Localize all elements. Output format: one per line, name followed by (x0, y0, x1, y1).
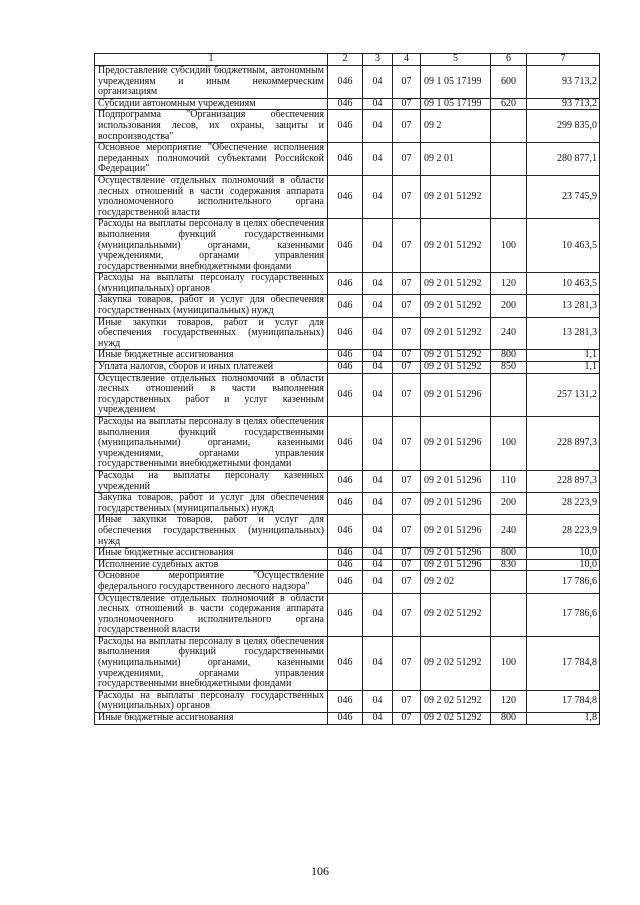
amount-cell: 28 223,9 (527, 493, 600, 515)
subsection-code-cell: 07 (393, 559, 421, 571)
admin-code-cell: 046 (328, 470, 363, 492)
section-code-cell: 04 (363, 317, 393, 350)
target-article-cell: 09 2 02 51292 (421, 593, 491, 636)
target-article-cell: 09 2 01 51292 (421, 350, 491, 362)
table-row (95, 713, 600, 725)
expense-type-cell: 240 (491, 317, 527, 350)
subsection-code-cell: 07 (393, 273, 421, 295)
table-row (95, 515, 600, 548)
expense-type-cell: 600 (491, 66, 527, 99)
subsection-code-cell: 07 (393, 470, 421, 492)
row-name-cell: Основное мероприятие "Обеспечение исполнения переданных полномочий субъектами Российской Федерации" (95, 143, 328, 176)
admin-code-cell: 046 (328, 66, 363, 99)
admin-code-cell: 046 (328, 295, 363, 317)
admin-code-cell: 046 (328, 636, 363, 690)
row-name-cell: Расходы на выплаты персоналу государственных (муниципальных) органов (95, 273, 328, 295)
expense-type-cell (491, 143, 527, 176)
table-row (95, 362, 600, 374)
expense-type-cell: 850 (491, 362, 527, 374)
subsection-code-cell: 07 (393, 593, 421, 636)
admin-code-cell: 046 (328, 350, 363, 362)
section-code-cell: 04 (363, 470, 393, 492)
section-code-cell: 04 (363, 362, 393, 374)
table-row (95, 559, 600, 571)
expense-type-cell (491, 593, 527, 636)
row-name-cell: Иные бюджетные ассигнования (95, 713, 328, 725)
admin-code-cell: 046 (328, 317, 363, 350)
target-article-cell: 09 2 01 51296 (421, 548, 491, 560)
admin-code-cell: 046 (328, 273, 363, 295)
subsection-code-cell: 07 (393, 66, 421, 99)
admin-code-cell: 046 (328, 493, 363, 515)
section-code-cell: 04 (363, 175, 393, 218)
target-article-cell: 09 2 02 (421, 571, 491, 593)
table-row (95, 317, 600, 350)
section-code-cell: 04 (363, 593, 393, 636)
admin-code-cell: 046 (328, 98, 363, 110)
target-article-cell: 09 2 01 51296 (421, 470, 491, 492)
amount-cell: 1,8 (527, 713, 600, 725)
section-code-cell: 04 (363, 515, 393, 548)
expense-type-cell (491, 110, 527, 143)
section-code-cell: 04 (363, 66, 393, 99)
subsection-code-cell: 07 (393, 373, 421, 416)
expense-type-cell (491, 175, 527, 218)
row-name-cell: Предоставление субсидий бюджетным, автономным учреждениям и иным некоммерческим организациям (95, 66, 328, 99)
amount-cell: 13 281,3 (527, 295, 600, 317)
table-row (95, 593, 600, 636)
table-row (95, 98, 600, 110)
target-article-cell: 09 2 (421, 110, 491, 143)
section-code-cell: 04 (363, 636, 393, 690)
expense-type-cell: 830 (491, 559, 527, 571)
amount-cell: 13 281,3 (527, 317, 600, 350)
table-row (95, 273, 600, 295)
target-article-cell: 09 2 01 51292 (421, 317, 491, 350)
subsection-code-cell: 07 (393, 690, 421, 712)
target-article-cell: 09 1 05 17199 (421, 98, 491, 110)
target-article-cell: 09 2 02 51292 (421, 690, 491, 712)
target-article-cell: 09 2 01 51292 (421, 273, 491, 295)
admin-code-cell: 046 (328, 143, 363, 176)
amount-cell: 1,1 (527, 362, 600, 374)
row-name-cell: Уплата налогов, сборов и иных платежей (95, 362, 328, 374)
amount-cell: 1,1 (527, 350, 600, 362)
subsection-code-cell: 07 (393, 295, 421, 317)
expense-type-cell: 240 (491, 515, 527, 548)
row-name-cell: Иные бюджетные ассигнования (95, 548, 328, 560)
amount-cell: 17 786,6 (527, 571, 600, 593)
section-code-cell: 04 (363, 559, 393, 571)
row-name-cell: Иные закупки товаров, работ и услуг для обеспечения государственных (муниципальных) нужд (95, 515, 328, 548)
target-article-cell: 09 2 01 51292 (421, 362, 491, 374)
subsection-code-cell: 07 (393, 143, 421, 176)
subsection-code-cell: 07 (393, 110, 421, 143)
table-row (95, 219, 600, 273)
section-code-cell: 04 (363, 98, 393, 110)
target-article-cell: 09 2 01 51296 (421, 373, 491, 416)
table-row (95, 470, 600, 492)
amount-cell: 299 835,0 (527, 110, 600, 143)
target-article-cell: 09 2 02 51292 (421, 713, 491, 725)
page-number: 106 (311, 864, 329, 878)
row-name-cell: Осуществление отдельных полномочий в области лесных отношений в части содержания аппарата уполномоченного исполнительного органа государственной власти (95, 593, 328, 636)
admin-code-cell: 046 (328, 110, 363, 143)
header-cell: 6 (491, 54, 527, 66)
section-code-cell: 04 (363, 350, 393, 362)
admin-code-cell: 046 (328, 548, 363, 560)
table-row (95, 417, 600, 471)
target-article-cell: 09 2 01 (421, 143, 491, 176)
row-name-cell: Закупка товаров, работ и услуг для обеспечения государственных (муниципальных) нужд (95, 295, 328, 317)
subsection-code-cell: 07 (393, 515, 421, 548)
expense-type-cell: 100 (491, 417, 527, 471)
table-row (95, 66, 600, 99)
target-article-cell: 09 2 01 51296 (421, 559, 491, 571)
table-row (95, 110, 600, 143)
amount-cell: 257 131,2 (527, 373, 600, 416)
table-row (95, 350, 600, 362)
table-row (95, 690, 600, 712)
header-cell: 1 (95, 54, 328, 66)
target-article-cell: 09 2 01 51296 (421, 493, 491, 515)
section-code-cell: 04 (363, 273, 393, 295)
expense-type-cell: 800 (491, 548, 527, 560)
header-cell: 4 (393, 54, 421, 66)
section-code-cell: 04 (363, 571, 393, 593)
table-row (95, 493, 600, 515)
subsection-code-cell: 07 (393, 219, 421, 273)
admin-code-cell: 046 (328, 373, 363, 416)
expense-type-cell: 200 (491, 493, 527, 515)
table-row (95, 373, 600, 416)
admin-code-cell: 046 (328, 417, 363, 471)
amount-cell: 93 713,2 (527, 66, 600, 99)
row-name-cell: Осуществление отдельных полномочий в области лесных отношений в части содержания аппарата уполномоченного исполнительного органа государственной власти (95, 175, 328, 218)
admin-code-cell: 046 (328, 175, 363, 218)
expense-type-cell: 200 (491, 295, 527, 317)
amount-cell: 93 713,2 (527, 98, 600, 110)
amount-cell: 28 223,9 (527, 515, 600, 548)
amount-cell: 10 463,5 (527, 273, 600, 295)
amount-cell: 10 463,5 (527, 219, 600, 273)
subsection-code-cell: 07 (393, 571, 421, 593)
subsection-code-cell: 07 (393, 175, 421, 218)
table-row (95, 571, 600, 593)
subsection-code-cell: 07 (393, 362, 421, 374)
budget-table (94, 53, 600, 725)
target-article-cell: 09 1 05 17199 (421, 66, 491, 99)
subsection-code-cell: 07 (393, 713, 421, 725)
amount-cell: 228 897,3 (527, 470, 600, 492)
row-name-cell: Осуществление отдельных полномочий в области лесных отношений в части выполнения государственных работ и услуг казенным учреждением (95, 373, 328, 416)
expense-type-cell: 120 (491, 273, 527, 295)
amount-cell: 10,0 (527, 559, 600, 571)
section-code-cell: 04 (363, 417, 393, 471)
table-body (95, 54, 600, 725)
subsection-code-cell: 07 (393, 417, 421, 471)
table-row (95, 175, 600, 218)
subsection-code-cell: 07 (393, 350, 421, 362)
subsection-code-cell: 07 (393, 548, 421, 560)
subsection-code-cell: 07 (393, 98, 421, 110)
row-name-cell: Расходы на выплаты персоналу в целях обеспечения выполнения функций государственными (муниципальными) органами, казенными учреждениями, органами управления государственными внебюджетными фондами (95, 219, 328, 273)
row-name-cell: Основное мероприятие "Осуществление федерального государственного лесного надзора" (95, 571, 328, 593)
row-name-cell: Исполнение судебных актов (95, 559, 328, 571)
expense-type-cell: 110 (491, 470, 527, 492)
row-name-cell: Расходы на выплаты персоналу государственных (муниципальных) органов (95, 690, 328, 712)
admin-code-cell: 046 (328, 219, 363, 273)
amount-cell: 23 745,9 (527, 175, 600, 218)
section-code-cell: 04 (363, 295, 393, 317)
row-name-cell: Подпрограмма "Организация обеспечения использования лесов, их охраны, защиты и воспроизводства" (95, 110, 328, 143)
admin-code-cell: 046 (328, 515, 363, 548)
row-name-cell: Расходы на выплаты персоналу в целях обеспечения выполнения функций государственными (муниципальными) органами, казенными учреждениями, органами управления государственными внебюджетными фондами (95, 636, 328, 690)
expense-type-cell: 800 (491, 713, 527, 725)
section-code-cell: 04 (363, 713, 393, 725)
section-code-cell: 04 (363, 143, 393, 176)
target-article-cell: 09 2 01 51296 (421, 515, 491, 548)
amount-cell: 17 786,6 (527, 593, 600, 636)
section-code-cell: 04 (363, 493, 393, 515)
target-article-cell: 09 2 01 51292 (421, 219, 491, 273)
section-code-cell: 04 (363, 110, 393, 143)
admin-code-cell: 046 (328, 593, 363, 636)
admin-code-cell: 046 (328, 690, 363, 712)
admin-code-cell: 046 (328, 362, 363, 374)
expense-type-cell: 120 (491, 690, 527, 712)
expense-type-cell (491, 373, 527, 416)
amount-cell: 17 784,8 (527, 636, 600, 690)
expense-type-cell: 100 (491, 219, 527, 273)
admin-code-cell: 046 (328, 571, 363, 593)
table-row (95, 636, 600, 690)
admin-code-cell: 046 (328, 713, 363, 725)
section-code-cell: 04 (363, 548, 393, 560)
expense-type-cell (491, 571, 527, 593)
subsection-code-cell: 07 (393, 493, 421, 515)
table-row (95, 548, 600, 560)
row-name-cell: Иные закупки товаров, работ и услуг для обеспечения государственных (муниципальных) нужд (95, 317, 328, 350)
amount-cell: 10,0 (527, 548, 600, 560)
section-code-cell: 04 (363, 219, 393, 273)
target-article-cell: 09 2 01 51296 (421, 417, 491, 471)
table-row (95, 143, 600, 176)
amount-cell: 280 877,1 (527, 143, 600, 176)
subsection-code-cell: 07 (393, 317, 421, 350)
row-name-cell: Расходы на выплаты персоналу в целях обеспечения выполнения функций государственными (муниципальными) органами, казенными учреждениями, органами управления государственными внебюджетными фондами (95, 417, 328, 471)
target-article-cell: 09 2 01 51292 (421, 175, 491, 218)
amount-cell: 228 897,3 (527, 417, 600, 471)
header-cell: 7 (527, 54, 600, 66)
header-cell: 5 (421, 54, 491, 66)
header-row (95, 54, 600, 66)
row-name-cell: Расходы на выплаты персоналу казенных учреждений (95, 470, 328, 492)
target-article-cell: 09 2 01 51292 (421, 295, 491, 317)
header-cell: 2 (328, 54, 363, 66)
expense-type-cell: 620 (491, 98, 527, 110)
row-name-cell: Иные бюджетные ассигнования (95, 350, 328, 362)
subsection-code-cell: 07 (393, 636, 421, 690)
expense-type-cell: 800 (491, 350, 527, 362)
header-cell: 3 (363, 54, 393, 66)
row-name-cell: Закупка товаров, работ и услуг для обеспечения государственных (муниципальных) нужд (95, 493, 328, 515)
table-row (95, 295, 600, 317)
row-name-cell: Субсидии автономным учреждениям (95, 98, 328, 110)
expense-type-cell: 100 (491, 636, 527, 690)
section-code-cell: 04 (363, 690, 393, 712)
amount-cell: 17 784,8 (527, 690, 600, 712)
admin-code-cell: 046 (328, 559, 363, 571)
target-article-cell: 09 2 02 51292 (421, 636, 491, 690)
section-code-cell: 04 (363, 373, 393, 416)
